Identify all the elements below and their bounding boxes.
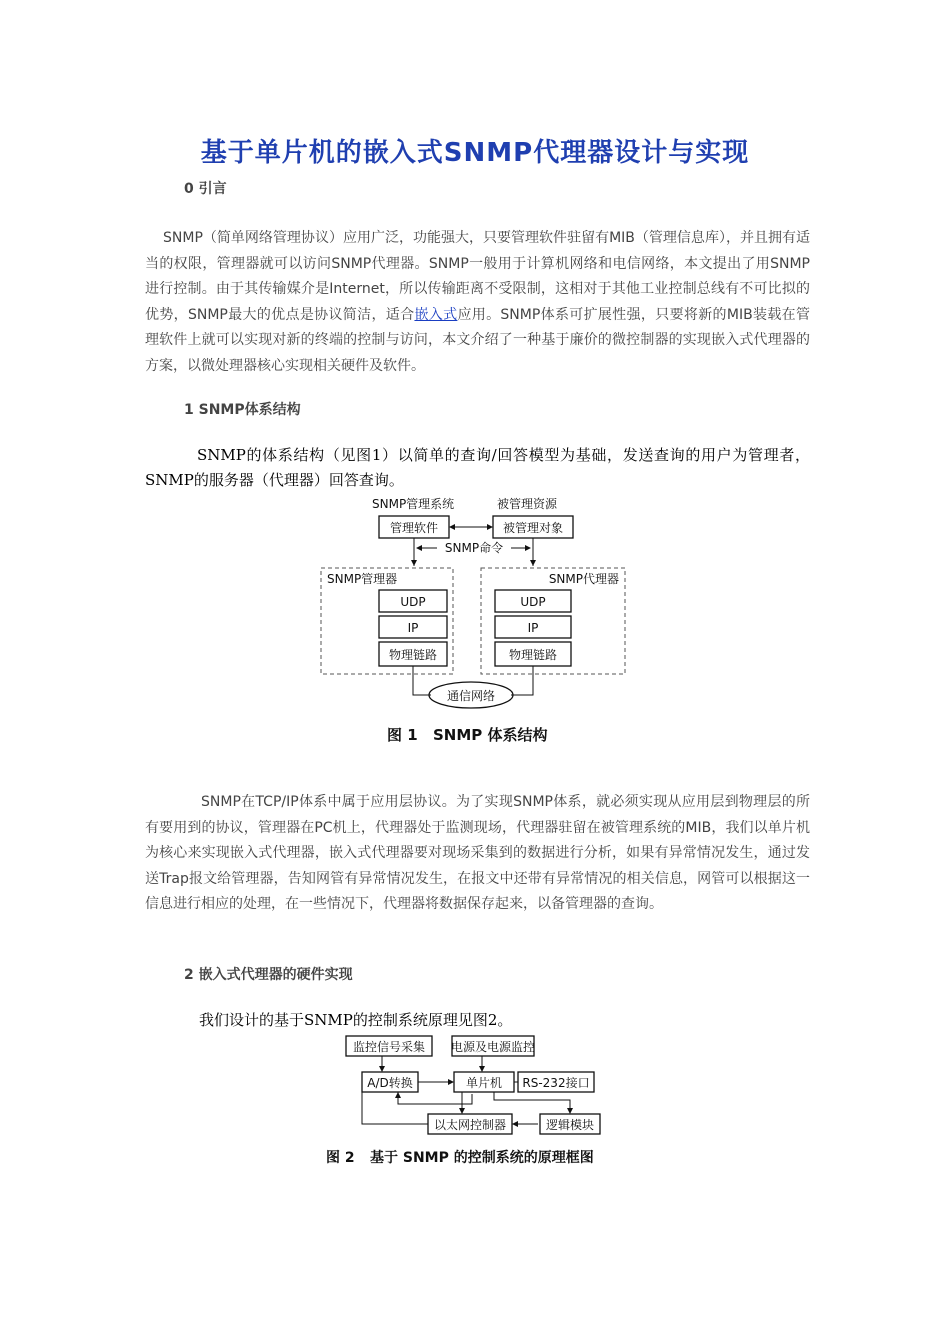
fig1-manager-udp: UDP	[400, 595, 426, 609]
section-1-paragraph: SNMP在TCP/IP体系中属于应用层协议。为了实现SNMP体系，就必须实现从应用层到物理层的所有要用到的协议，管理器在PC机上，代理器处于监测现场，代理器驻留在被管理系统的MIB，我们以单片机为核心来实现嵌入式代理器，嵌入式代理器要对现场采集到的数据进行分析，如果有异常情况发生，通过发送Trap报文给管理器，告知网管有异常情况发生，在报文中还带有异常情况的相关信息，网管可以根据这一信息进行相应的处理，在一些情况下，代理器将数据保存起来，以备管理器的查询。	[145, 794, 810, 912]
fig2-rs232: RS-232接口	[522, 1076, 590, 1090]
fig1-top-left-label: SNMP管理系统	[372, 497, 455, 511]
section-0-heading: 0 引言	[184, 181, 227, 197]
figure-2-control-system-diagram	[322, 1034, 622, 1172]
fig1-agent-udp: UDP	[520, 595, 546, 609]
page-title: 基于单片机的嵌入式SNMP代理器设计与实现	[200, 138, 750, 168]
section-1-intro: SNMP的体系结构（见图1）以简单的查询/回答模型为基础，发送查询的用户为管理者，SNMP的服务器（代理器）回答查询。	[145, 446, 810, 489]
fig1-network: 通信网络	[446, 689, 496, 703]
fig1-caption-text: SNMP 体系结构	[433, 726, 548, 744]
fig2-ethernet-controller: 以太网控制器	[433, 1118, 507, 1132]
fig2-power-monitor: 电源及电源监控	[450, 1040, 536, 1054]
section-1-heading: 1 SNMP体系结构	[184, 402, 301, 418]
fig2-logic-module: 逻辑模块	[545, 1118, 595, 1132]
fig1-manager-phys: 物理链路	[388, 648, 438, 662]
section-2-heading: 2 嵌入式代理器的硬件实现	[184, 967, 353, 983]
fig1-managed-object: 被管理对象	[502, 521, 564, 535]
fig1-agent-phys: 物理链路	[508, 648, 558, 662]
fig1-agent-label: SNMP代理器	[548, 572, 619, 586]
section-0-text: SNMP（简单网络管理协议）应用广泛，功能强大，只要管理软件驻留有MIB（管理信息库），并且拥有适当的权限，管理器就可以访问SNMP代理器。SNMP一般用于计算机网络和电信网络，本文提出了用SNMP进行控制。由于其传输媒介是Internet，所以传输距离不受限制，这相对于其他工业控制总线有不可比拟的优势，SNMP最大的优点是协议简洁，适合	[145, 230, 810, 323]
fig1-manager-label: SNMP管理器	[327, 572, 398, 586]
embedded-link[interactable]: 嵌入式	[414, 306, 458, 323]
fig1-top-right-label: 被管理资源	[497, 497, 558, 511]
fig2-signal-acquisition: 监控信号采集	[352, 1040, 426, 1054]
fig1-manager-ip: IP	[407, 621, 419, 635]
section-0-paragraph	[145, 226, 810, 379]
fig1-agent-ip: IP	[527, 621, 539, 635]
fig1-caption-number: 图 1	[387, 726, 418, 744]
fig2-ad-converter: A/D转换	[367, 1076, 413, 1090]
fig2-mcu: 单片机	[465, 1076, 503, 1090]
section-0-text-tail: 应用。SNMP体系可扩展性强，只要将新的MIB装载在管理软件上就可以实现对新的终端的控制与访问，本文介绍了一种基于廉价的微控制器的实现嵌入式代理器的方案，以微处理器核心实现相关硬件及软件。	[145, 306, 810, 374]
fig2-caption-text: 基于 SNMP 的控制系统的原理框图	[370, 1150, 594, 1166]
fig1-mgmt-software: 管理软件	[389, 521, 439, 535]
fig2-caption-number: 图 2	[326, 1150, 355, 1166]
fig1-cmd-label: SNMP命令	[444, 541, 504, 555]
figure-1-snmp-architecture	[315, 492, 635, 754]
section-2-intro: 我们设计的基于SNMP的控制系统原理见图2。	[199, 1011, 513, 1029]
